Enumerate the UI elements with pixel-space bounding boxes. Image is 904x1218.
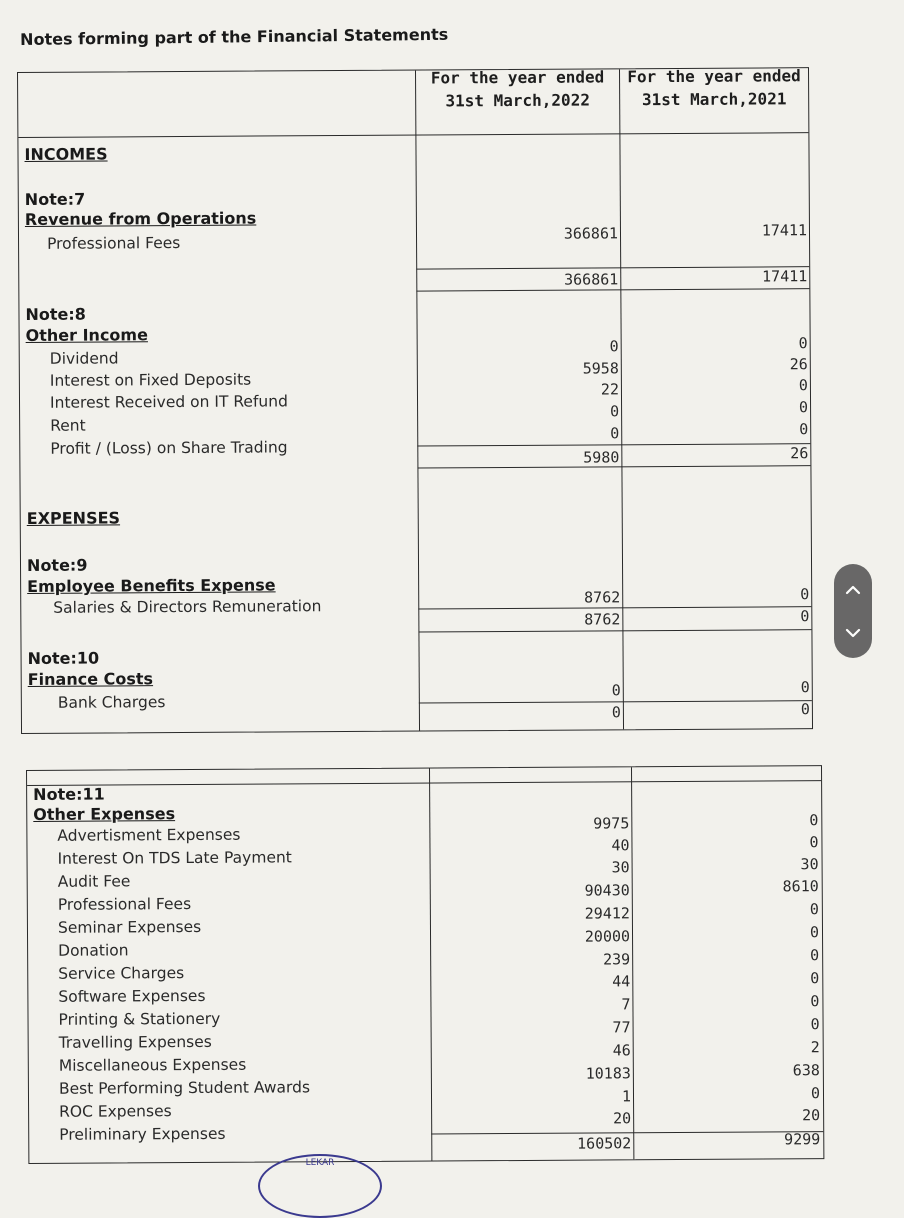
note8-item-2021: 0 [799,420,809,439]
note8-item-2022: 5958 [582,359,619,378]
page-scroll-widget[interactable] [834,564,872,658]
note11-item-2022: 29412 [584,904,630,923]
note11-item-label: Software Expenses [58,986,206,1006]
note11-item-2022: 77 [612,1018,631,1037]
chevron-up-icon[interactable] [834,566,872,613]
note11-item-2022: 10183 [585,1064,631,1083]
note11-item-label: Seminar Expenses [57,917,202,937]
note11-item-label: Donation [58,941,129,960]
notes-table-other-expenses [26,765,824,1164]
note9-total-2021: 0 [800,607,810,626]
note8-item-2022: 0 [609,402,620,421]
note11-item-2022: 1 [621,1087,632,1106]
note11-item-label: Professional Fees [57,894,192,914]
notes-table-incomes-expenses [17,67,813,734]
note7-item-label: Professional Fees [46,234,181,253]
note11-total-2022: 160502 [577,1134,632,1153]
note11-item-label: Service Charges [58,964,185,983]
note11-item-2021: 0 [810,992,820,1011]
note11-item-label: Miscellaneous Expenses [58,1055,247,1075]
note7-total-2021: 17411 [762,267,808,286]
note10-item-2021: 0 [800,678,810,697]
note7-label: Note:7 [24,189,86,209]
note11-title: Other Expenses [33,804,176,824]
note9-item-2022: 8762 [584,588,621,607]
note9-item-2021: 0 [800,585,810,604]
note10-total-2021: 0 [800,700,810,719]
note8-item-label: Dividend [49,349,119,368]
column-header-2022 [418,65,617,112]
note11-item-2021: 0 [810,1084,821,1103]
note8-item-2021: 0 [798,334,808,353]
note11-item-label: Preliminary Expenses [59,1124,226,1144]
company-stamp [258,1154,382,1218]
note9-title: Employee Benefits Expense [27,575,276,596]
column-header-2021 [622,64,806,111]
note8-total-2022: 5980 [583,448,620,467]
note7-item-2022: 366861 [563,224,619,243]
note8-item-label: Interest Received on IT Refund [49,392,288,412]
note11-item-2022: 20 [613,1109,632,1128]
note11-item-2021: 2 [810,1038,820,1057]
note9-total-line-bottom [418,629,811,632]
incomes-heading: INCOMES [24,144,108,164]
note11-item-2022: 239 [603,950,631,969]
note8-item-label: Profit / (Loss) on Share Trading [50,438,288,458]
column-header-2021-line1: For the year ended [627,66,801,87]
note8-total-2021: 26 [790,444,809,463]
column-header-2022-line1: For the year ended [430,67,605,88]
note10-title: Finance Costs [27,669,154,689]
note8-item-label: Rent [50,416,86,435]
note11-item-2022: 90430 [584,881,630,900]
note11-item-2021: 30 [800,855,819,874]
note8-item-2022: 0 [610,424,620,443]
header-divider [18,132,808,138]
note11-item-2021: 0 [810,969,820,988]
note11-item-2022: 7 [621,995,631,1014]
note7-item-2021: 17411 [761,221,808,240]
note11-item-label: Audit Fee [57,872,131,891]
note9-total-2022: 8762 [584,610,621,629]
note7-total-2022: 366861 [564,270,619,289]
note8-item-2021: 26 [789,355,808,374]
note11-item-label: Best Performing Student Awards [58,1078,311,1098]
header-divider [27,780,821,786]
note11-item-2021: 0 [809,833,819,852]
column-header-2021-line2: 31st March,2021 [641,89,787,110]
note11-item-2022: 40 [611,836,630,855]
note11-total-2021: 9299 [784,1130,821,1149]
note11-item-2021: 0 [809,923,820,942]
note8-item-2022: 22 [600,380,620,399]
note11-item-2021: 0 [809,811,819,830]
note10-label: Note:10 [27,648,100,668]
note11-item-2021: 0 [809,900,819,919]
page-title: Notes forming part of the Financial Statements [20,24,449,49]
note11-item-2022: 9975 [593,814,630,833]
note11-item-2022: 20000 [584,927,631,946]
note10-item-2022: 0 [611,681,621,700]
note11-item-label: Printing & Stationery [58,1009,221,1029]
note11-item-2021: 20 [802,1106,821,1125]
stamp-text: LEKAR [305,1158,335,1168]
note8-item-2021: 0 [798,398,809,417]
expenses-heading: EXPENSES [26,508,121,528]
note11-item-2021: 0 [810,946,820,965]
note8-label: Note:8 [25,304,86,324]
note11-item-2021: 0 [810,1015,820,1034]
note7-title: Revenue from Operations [24,208,257,229]
note11-item-2021: 638 [792,1061,820,1080]
note11-label: Note:11 [33,784,105,804]
note9-label: Note:9 [26,555,88,575]
note11-item-label: Advertisment Expenses [57,825,241,845]
note8-item-label: Interest on Fixed Deposits [49,370,252,390]
note11-item-label: Interest On TDS Late Payment [57,848,292,868]
note8-item-2021: 0 [798,376,808,395]
note10-item-label: Bank Charges [57,693,166,712]
column-header-2022-line2: 31st March,2022 [445,90,590,111]
note9-item-label: Salaries & Directors Remuneration [53,597,322,617]
chevron-down-icon[interactable] [834,609,872,656]
note11-item-2022: 30 [611,858,630,877]
note11-item-label: Travelling Expenses [58,1032,212,1052]
note11-item-label: ROC Expenses [59,1102,172,1121]
note11-item-2022: 44 [612,972,631,991]
note10-total-2022: 0 [611,703,621,722]
note8-title: Other Income [25,325,148,345]
note11-item-2022: 46 [612,1041,631,1060]
note11-item-2021: 8610 [782,877,819,896]
note8-item-2022: 0 [609,337,619,356]
